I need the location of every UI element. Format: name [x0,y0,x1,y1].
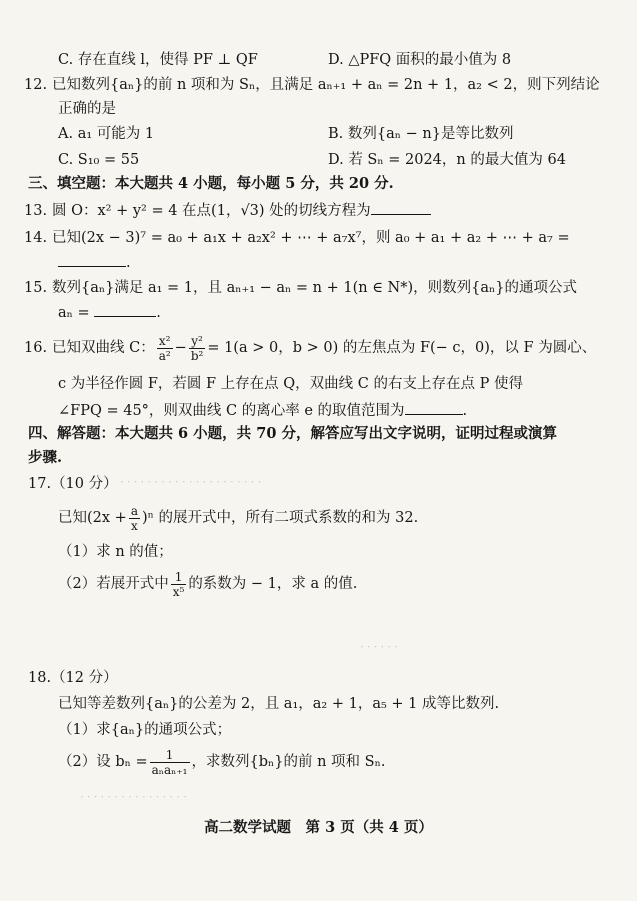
q18-part-2 [58,746,386,778]
q13 [24,200,431,221]
section-4-heading: 四、解答题：本大题共 6 小题，共 70 分，解答应写出文字说明，证明过程或演算 [28,425,557,442]
q18-stem: 已知等差数列{aₙ}的公差为 2，且 a₁，a₂ + 1，a₅ + 1 成等比数列. [58,696,500,712]
q12-option-d: D. 若 Sₙ = 2024，n 的最大值为 64 [328,152,566,168]
q16-minus: − [174,340,187,356]
q18-number: 18. [28,670,52,686]
bleed-through-mark: ᐧ ᐧ ᐧ ᐧ ᐧ ᐧ ᐧ ᐧ ᐧ ᐧ ᐧ ᐧ ᐧ ᐧ ᐧ ᐧ [80,790,187,804]
q15-line2: aₙ = [58,305,90,321]
q18-part-1: （1）求{aₙ}的通项公式； [58,722,232,738]
section-3-heading: 三、填空题：本大题共 4 小题，每小题 5 分，共 20 分. [28,175,394,192]
q15-number: 15. [24,280,48,296]
q15 [24,278,577,298]
q16-line-2: c 为半径作圆 F，若圆 F 上存在点 Q，双曲线 C 的右支上存在点 P 使得 [58,376,523,392]
q16-frac2-top: y² [189,334,206,349]
q17-stem-post: )ⁿ 的展开式中，所有二项式系数的和为 32. [141,510,419,526]
q14-end: . [126,255,131,271]
bleed-through-mark: ᐧ ᐧ ᐧ ᐧ ᐧ ᐧ [360,640,398,654]
q11-option-c: C. 存在直线 l，使得 PF ⊥ QF [58,52,258,68]
q12-stem-line-2: 正确的是 [58,101,116,117]
q17-p2-frac-top: 1 [171,570,187,585]
q15-end: . [156,305,161,321]
bleed-through-mark: ᐧ ᐧ ᐧ ᐧ ᐧ ᐧ ᐧ ᐧ ᐧ ᐧ ᐧ ᐧ ᐧ ᐧ ᐧ ᐧ ᐧ ᐧ ᐧ ᐧ ᐧ [120,475,261,489]
q18-p2-frac-top: 1 [150,748,190,763]
q18-part-2-fraction [150,748,190,777]
q13-number: 13. [24,203,48,219]
q16-line-3 [58,400,467,421]
q12-option-b: B. 数列{aₙ − n}是等比数列 [328,126,514,142]
q15-text: 数列{aₙ}满足 a₁ = 1，且 aₙ₊₁ − aₙ = n + 1(n ∈ N*)，则数列{aₙ}的通项公式 [52,280,578,296]
q14-text: 已知(2x − 3)⁷ = a₀ + a₁x + a₂x² + ⋯ + a₇x⁷，则 a₀ + a₁ + a₂ + ⋯ + a₇ = [52,230,570,246]
q18-part-2-post: ，求数列{bₙ}的前 n 项和 Sₙ. [191,754,386,770]
page-footer: 高二数学试题 第 3 页（共 4 页） [204,819,433,836]
q16-frac1-top: x² [157,334,173,349]
q13-answer-blank [371,200,431,215]
q16 [24,332,596,364]
q17-fraction [129,504,140,533]
q17-part-2 [58,568,357,600]
q17-header [28,474,118,494]
q14 [24,228,570,248]
q16-pre: 已知双曲线 C： [52,340,155,356]
q14-answer-blank [58,252,126,267]
q13-text: 圆 O：x² + y² = 4 在点(1，√3) 处的切线方程为 [52,203,371,219]
q12-number: 12. [24,77,48,93]
q17-p2-frac-bottom: x⁵ [172,584,185,599]
q16-frac2-bottom: b² [190,348,204,363]
q17-score: （10 分） [51,476,118,492]
q16-line-3-text: ∠FPQ = 45°，则双曲线 C 的离心率 e 的取值范围为 [58,403,405,419]
q16-frac1-bottom: a² [158,348,171,363]
q14-answer-line [58,252,131,273]
q16-answer-blank [405,400,463,415]
q17-stem-pre: 已知(2x + [58,510,127,526]
q17-stem [58,502,418,534]
q16-number: 16. [24,340,48,356]
q17-part-2-post: 的系数为 − 1，求 a 的值. [188,576,358,592]
q16-fraction-x [157,334,173,363]
q18-score: （12 分） [51,670,118,686]
q16-end: . [462,403,468,419]
q17-frac-bottom: x [131,518,138,533]
q17-number: 17. [28,476,52,492]
section-4-heading-line-2: 步骤. [28,449,63,466]
q17-frac-top: a [130,503,138,518]
q11-option-d: D. △PFQ 面积的最小值为 8 [328,52,512,68]
q15-answer-blank [94,302,156,317]
q12-stem-text-1: 已知数列{aₙ}的前 n 项和为 Sₙ，且满足 aₙ₊₁ + aₙ = 2n + 1，a₂ < 2，则下列结论 [52,77,600,93]
q16-fraction-y [189,334,206,363]
q17-part-2-pre: （2）若展开式中 [58,576,169,592]
q17-part-1: （1）求 n 的值； [58,544,173,560]
q18-part-2-pre: （2）设 bₙ = [58,754,148,770]
q15-answer-line [58,302,161,323]
q12-option-c: C. S₁₀ = 55 [58,152,140,168]
q18-header [28,668,118,688]
q12-stem [24,75,600,95]
q17-part-2-fraction [171,570,187,599]
q18-p2-frac-bottom: aₙaₙ₊₁ [151,762,188,777]
q16-post: = 1(a > 0，b > 0) 的左焦点为 F(− c，0)，以 F 为圆心、 [207,340,597,356]
q12-option-a: A. a₁ 可能为 1 [58,126,155,142]
q14-number: 14. [24,230,48,246]
